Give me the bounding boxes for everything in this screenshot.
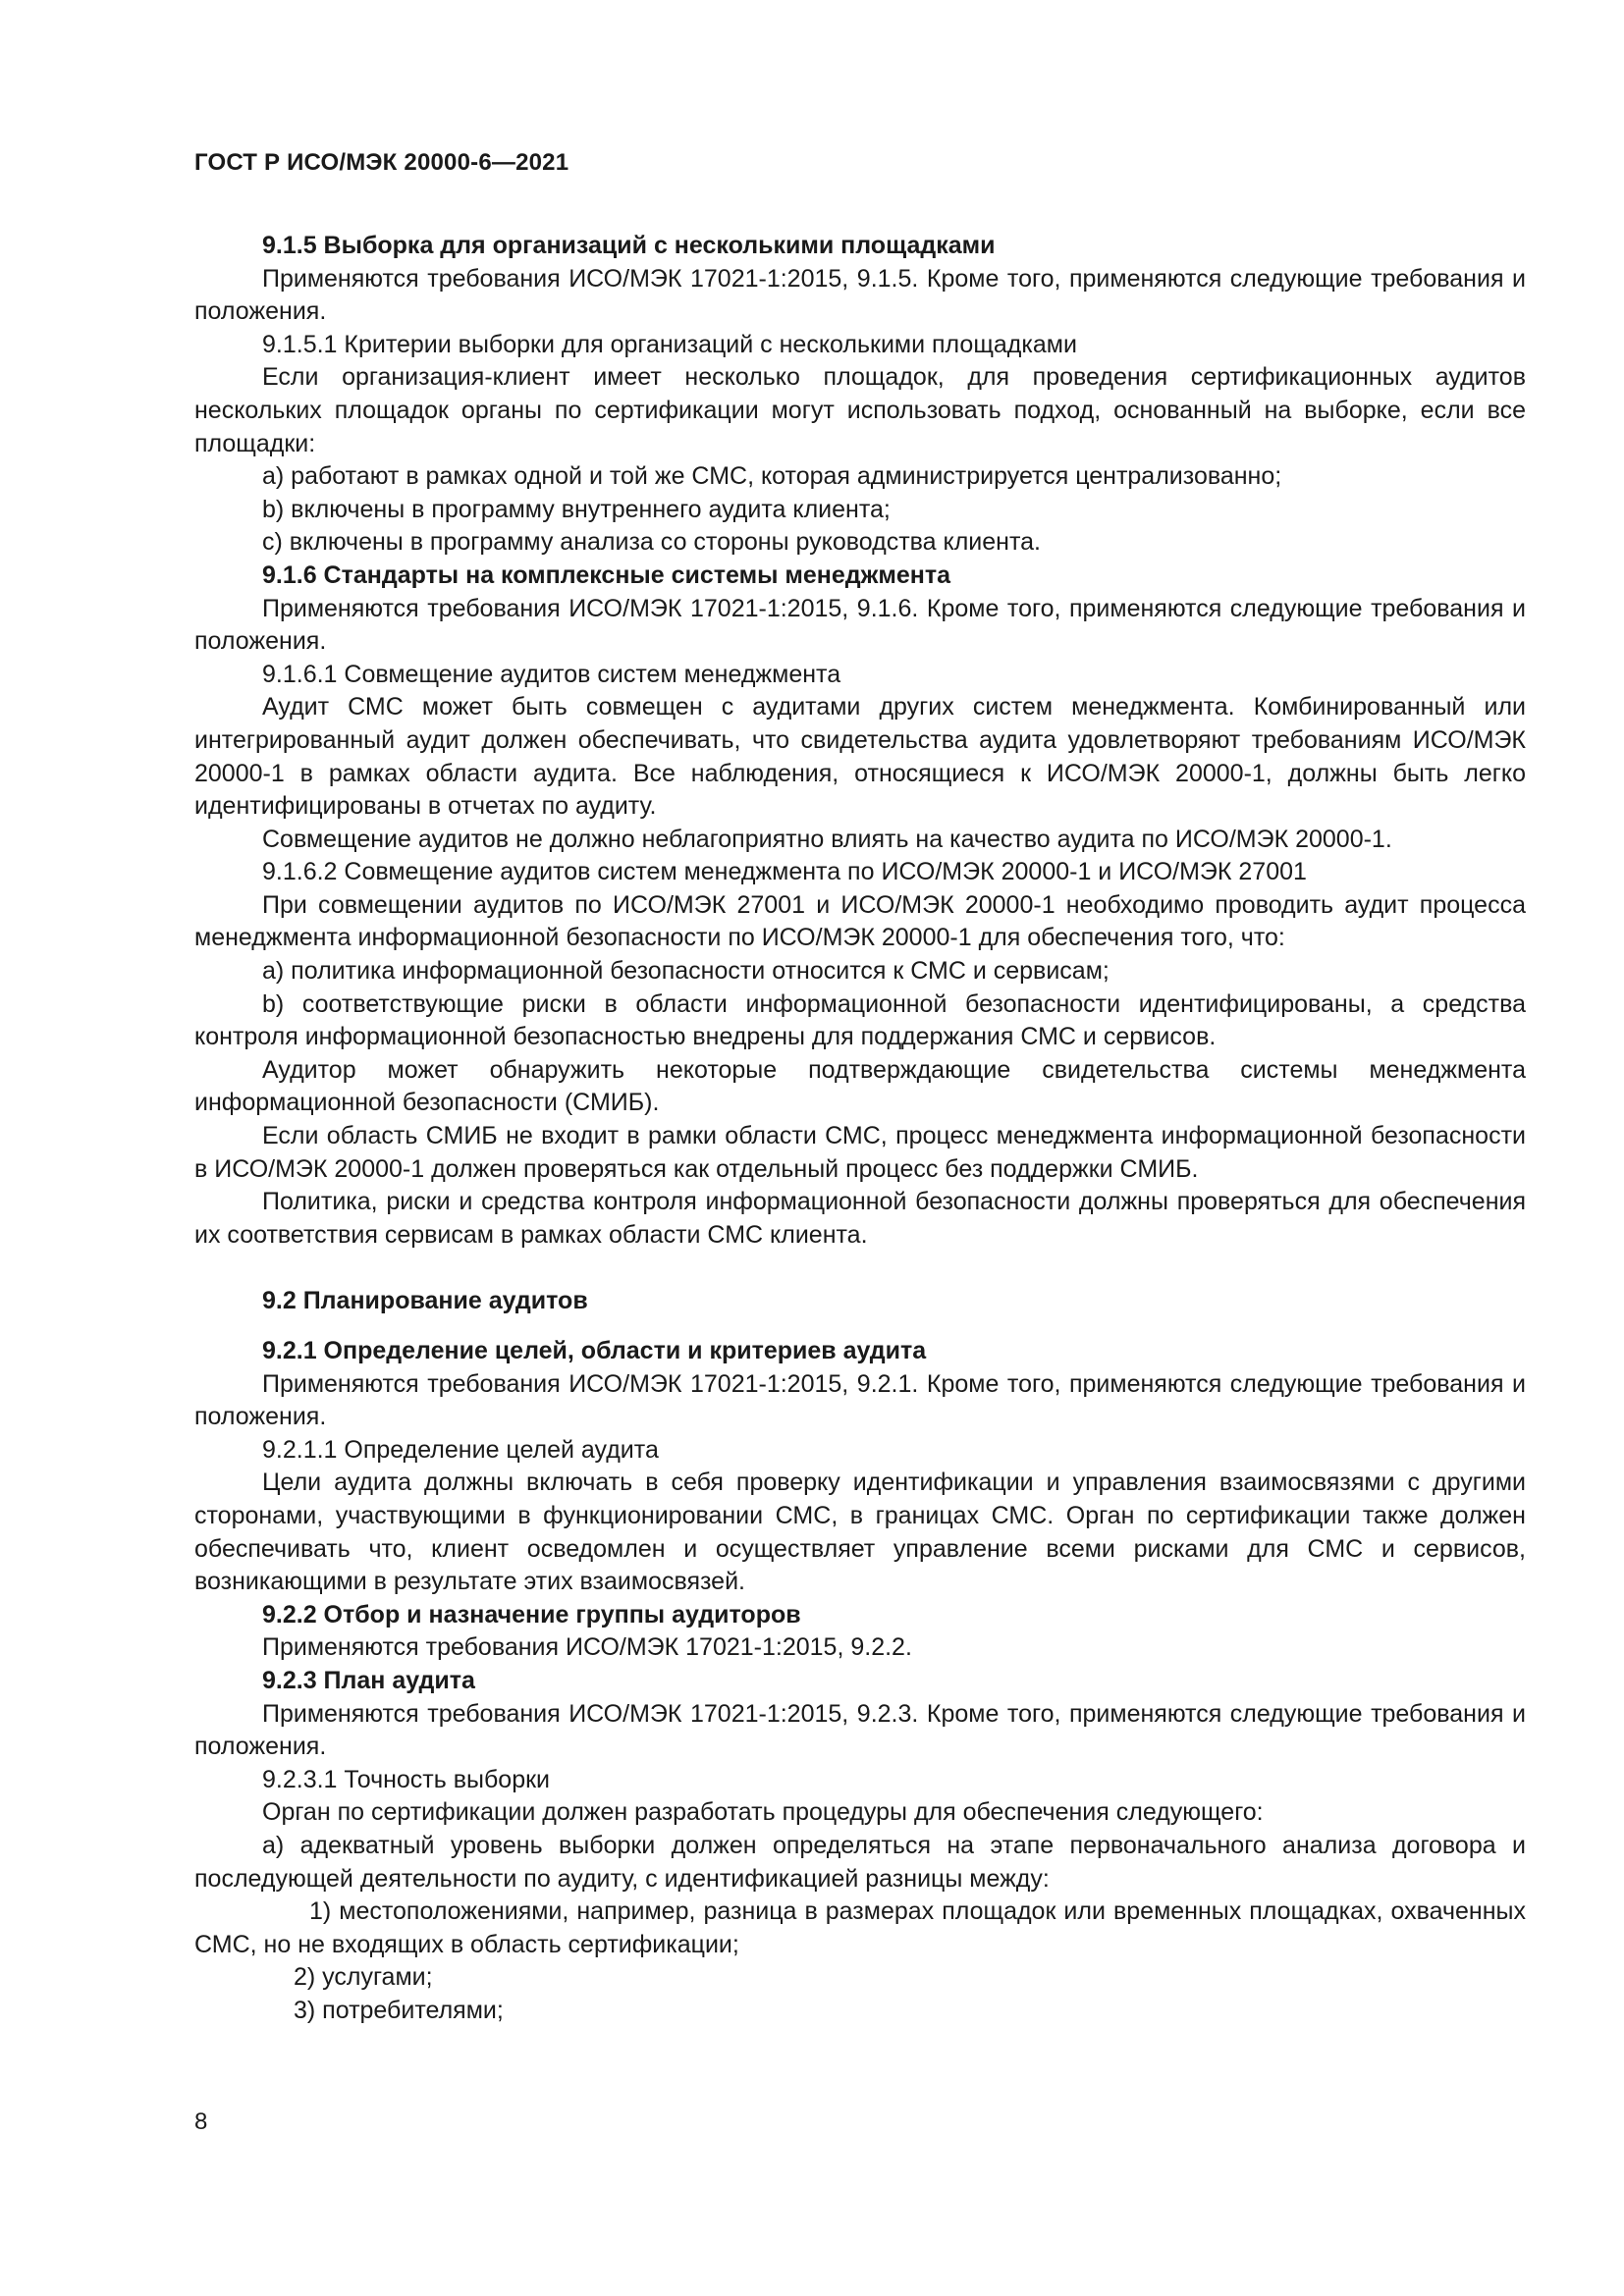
section-heading: 9.2.2 Отбор и назначение группы аудиторов (262, 1600, 801, 1629)
body-paragraph: Применяются требования ИСО/МЭК 17021-1:2015, 9.2.3. Кроме того, применяются следующие требования и положения. (194, 1699, 1526, 1761)
body-paragraph: 9.1.5.1 Критерии выборки для организаций с несколькими площадками (262, 330, 1077, 358)
body-paragraph: 3) потребителями; (294, 1996, 504, 2024)
body-paragraph: 9.1.6.1 Совмещение аудитов систем менеджмента (262, 660, 841, 688)
body-paragraph: 9.2.3.1 Точность выборки (262, 1765, 551, 1793)
body-paragraph: Если область СМИБ не входит в рамки области СМС, процесс менеджмента информационной безопасности в ИСО/МЭК 20000-1 должен проверяться как отдельный процесс без поддержки СМИБ. (194, 1122, 1526, 1183)
section-heading: 9.2.3 План аудита (262, 1666, 475, 1694)
body-paragraph: a) адекватный уровень выборки должен определяться на этапе первоначального анализа договора и последующей деятельности по аудиту, с идентификацией разницы между: (194, 1831, 1526, 1893)
page-number: 8 (194, 2109, 208, 2135)
body-paragraph: 9.1.6.2 Совмещение аудитов систем менеджмента по ИСО/МЭК 20000-1 и ИСО/МЭК 27001 (262, 858, 1307, 886)
section-heading: 9.2.1 Определение целей, области и критериев аудита (262, 1337, 927, 1364)
body-paragraph: 9.2.1.1 Определение целей аудита (262, 1435, 659, 1464)
body-paragraph: a) политика информационной безопасности относится к СМС и сервисам; (262, 957, 1110, 986)
body-paragraph: Аудитор может обнаружить некоторые подтверждающие свидетельства системы менеджмента информационной безопасности (СМИБ). (194, 1055, 1526, 1117)
body-paragraph: Применяются требования ИСО/МЭК 17021-1:2015, 9.1.5. Кроме того, применяются следующие требования и положения. (194, 264, 1526, 326)
body-paragraph: Политика, риски и средства контроля информационной безопасности должны проверяться для обеспечения их соответствия сервисам в рамках области СМС клиента. (194, 1188, 1526, 1249)
body-paragraph: b) соответствующие риски в области информационной безопасности идентифицированы, а средства контроля информационной безопасностью внедрены для поддержания СМС и сервисов. (194, 989, 1526, 1051)
body-paragraph: 2) услугами; (294, 1963, 433, 1992)
section-heading: 9.2 Планирование аудитов (262, 1287, 588, 1315)
body-paragraph: 1) местоположениями, например, разница в размерах площадок или временных площадках, охваченных СМС, но не входящих в область сертификации; (194, 1897, 1526, 1958)
document-body (194, 230, 1526, 2027)
body-paragraph: Орган по сертификации должен разработать процедуры для обеспечения следующего: (262, 1798, 1264, 1827)
body-paragraph: Применяются требования ИСО/МЭК 17021-1:2015, 9.2.2. (262, 1633, 912, 1662)
section-heading: 9.1.6 Стандарты на комплексные системы менеджмента (262, 561, 951, 589)
body-paragraph: Совмещение аудитов не должно неблагоприятно влиять на качество аудита по ИСО/МЭК 20000-1. (262, 825, 1392, 853)
body-paragraph: c) включены в программу анализа со стороны руководства клиента. (262, 528, 1042, 557)
body-paragraph: Если организация-клиент имеет несколько площадок, для проведения сертификационных аудитов нескольких площадок органы по сертификации могут использовать подход, основанный на выборке, если все площадки: (194, 363, 1526, 457)
document-header: ГОСТ Р ИСО/МЭК 20000-6—2021 (194, 149, 569, 176)
body-paragraph: a) работают в рамках одной и той же СМС, которая администрируется централизованно; (262, 462, 1282, 491)
body-paragraph: b) включены в программу внутреннего аудита клиента; (262, 495, 891, 523)
section-heading: 9.1.5 Выборка для организаций с несколькими площадками (262, 232, 996, 259)
body-paragraph: Цели аудита должны включать в себя проверку идентификации и управления взаимосвязями с другими сторонами, участвующими в функционировании СМС, в границах СМС. Орган по сертификации также должен обеспечивать что, клиент осведомлен и осуществляет управление всеми рисками для СМС и сервисов, возникающими в результате этих взаимосвязей. (194, 1468, 1526, 1596)
body-paragraph: При совмещении аудитов по ИСО/МЭК 27001 и ИСО/МЭК 20000-1 необходимо проводить аудит процесса менеджмента информационной безопасности по ИСО/МЭК 20000-1 для обеспечения того, что: (194, 890, 1526, 952)
body-paragraph: Аудит СМС может быть совмещен с аудитами других систем менеджмента. Комбинированный или интегрированный аудит должен обеспечивать, что свидетельства аудита удовлетворяют требованиям ИСО/МЭК 20000-1 в рамках области аудита. Все наблюдения, относящиеся к ИСО/МЭК 20000-1, должны быть легко идентифицированы в отчетах по аудиту. (194, 693, 1526, 821)
body-paragraph: Применяются требования ИСО/МЭК 17021-1:2015, 9.1.6. Кроме того, применяются следующие требования и положения. (194, 594, 1526, 656)
body-paragraph: Применяются требования ИСО/МЭК 17021-1:2015, 9.2.1. Кроме того, применяются следующие требования и положения. (194, 1369, 1526, 1431)
